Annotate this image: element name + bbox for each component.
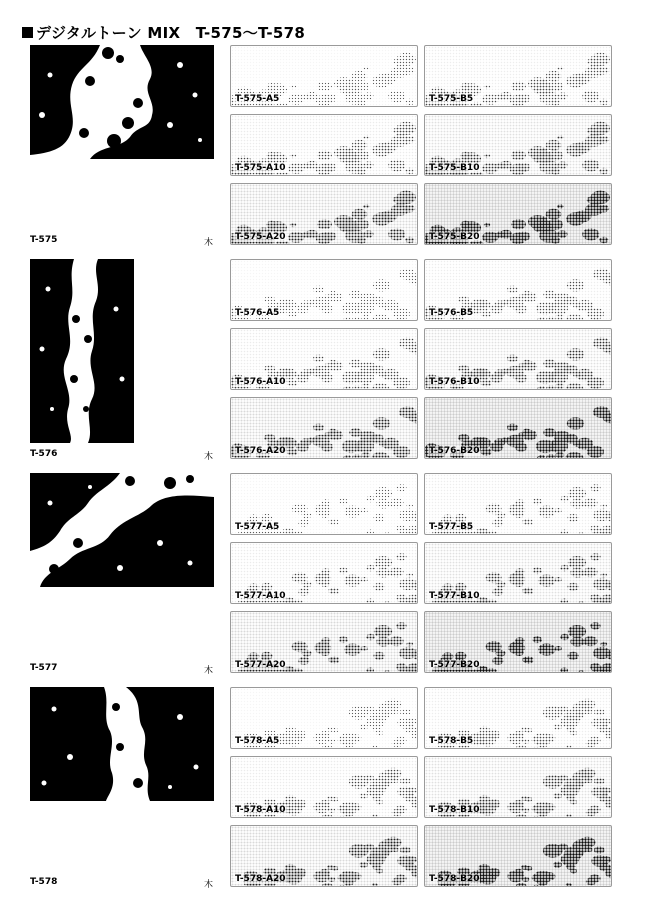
tone-code-label: T-575-A20 (235, 232, 286, 242)
tone-code-label: T-575-B10 (429, 163, 480, 173)
tone-section-t578 (0, 687, 650, 892)
tree-photo (30, 259, 134, 443)
tone-swatch (424, 825, 612, 887)
tone-code-label: T-575-B5 (429, 94, 474, 104)
tone-section-t575 (0, 45, 650, 250)
tone-code-label: T-578-B10 (429, 805, 480, 815)
page-title-text: デジタルトーン MIX T-575〜T-578 (36, 24, 306, 42)
tone-code-label: T-577-B10 (429, 591, 480, 601)
square-bullet-icon (22, 27, 33, 38)
tone-swatch (230, 542, 418, 604)
tone-code-label: T-576-B20 (429, 446, 480, 456)
tone-code-label: T-578-B5 (429, 736, 474, 746)
tone-swatch (424, 183, 612, 245)
category-label: 木 (204, 452, 214, 462)
tone-swatch (424, 45, 612, 107)
category-label: 木 (204, 880, 214, 890)
page-title (22, 22, 305, 43)
tone-swatch (424, 611, 612, 673)
tone-swatch (230, 611, 418, 673)
tone-swatch (230, 756, 418, 818)
tone-swatch (230, 825, 418, 887)
tone-code-label: T-575-A10 (235, 163, 286, 173)
tone-code-label: T-576-A10 (235, 377, 286, 387)
tone-swatch (230, 473, 418, 535)
section-code: T-577 (30, 663, 58, 673)
category-label: 木 (204, 666, 214, 676)
section-code: T-578 (30, 877, 58, 887)
tone-code-label: T-578-A20 (235, 874, 286, 884)
tree-photo (30, 45, 214, 159)
tone-swatch (230, 259, 418, 321)
tone-code-label: T-578-B20 (429, 874, 480, 884)
tone-section-t576 (0, 259, 650, 464)
tone-code-label: T-577-B20 (429, 660, 480, 670)
tone-code-label: T-576-A5 (235, 308, 280, 318)
tone-code-label: T-577-A10 (235, 591, 286, 601)
tone-code-label: T-576-B5 (429, 308, 474, 318)
tone-swatch (424, 397, 612, 459)
tree-photo (30, 687, 214, 801)
tone-code-label: T-578-A10 (235, 805, 286, 815)
tone-code-label: T-575-B20 (429, 232, 480, 242)
tone-swatch (424, 259, 612, 321)
tone-code-label: T-576-B10 (429, 377, 480, 387)
tree-photo (30, 473, 214, 587)
tone-swatch (230, 45, 418, 107)
tone-swatch (230, 114, 418, 176)
tone-code-label: T-575-A5 (235, 94, 280, 104)
section-code: T-576 (30, 449, 58, 459)
tone-swatch (424, 542, 612, 604)
tone-code-label: T-577-A20 (235, 660, 286, 670)
tone-swatch (424, 756, 612, 818)
tone-swatch (230, 328, 418, 390)
tone-code-label: T-576-A20 (235, 446, 286, 456)
tone-swatch (230, 687, 418, 749)
tone-section-t577 (0, 473, 650, 678)
tone-code-label: T-578-A5 (235, 736, 280, 746)
tone-swatch (424, 328, 612, 390)
tone-code-label: T-577-A5 (235, 522, 280, 532)
tone-code-label: T-577-B5 (429, 522, 474, 532)
tone-swatch (424, 473, 612, 535)
category-label: 木 (204, 238, 214, 248)
tone-swatch (230, 397, 418, 459)
tone-swatch (424, 687, 612, 749)
section-code: T-575 (30, 235, 58, 245)
tone-swatch (230, 183, 418, 245)
tone-swatch (424, 114, 612, 176)
